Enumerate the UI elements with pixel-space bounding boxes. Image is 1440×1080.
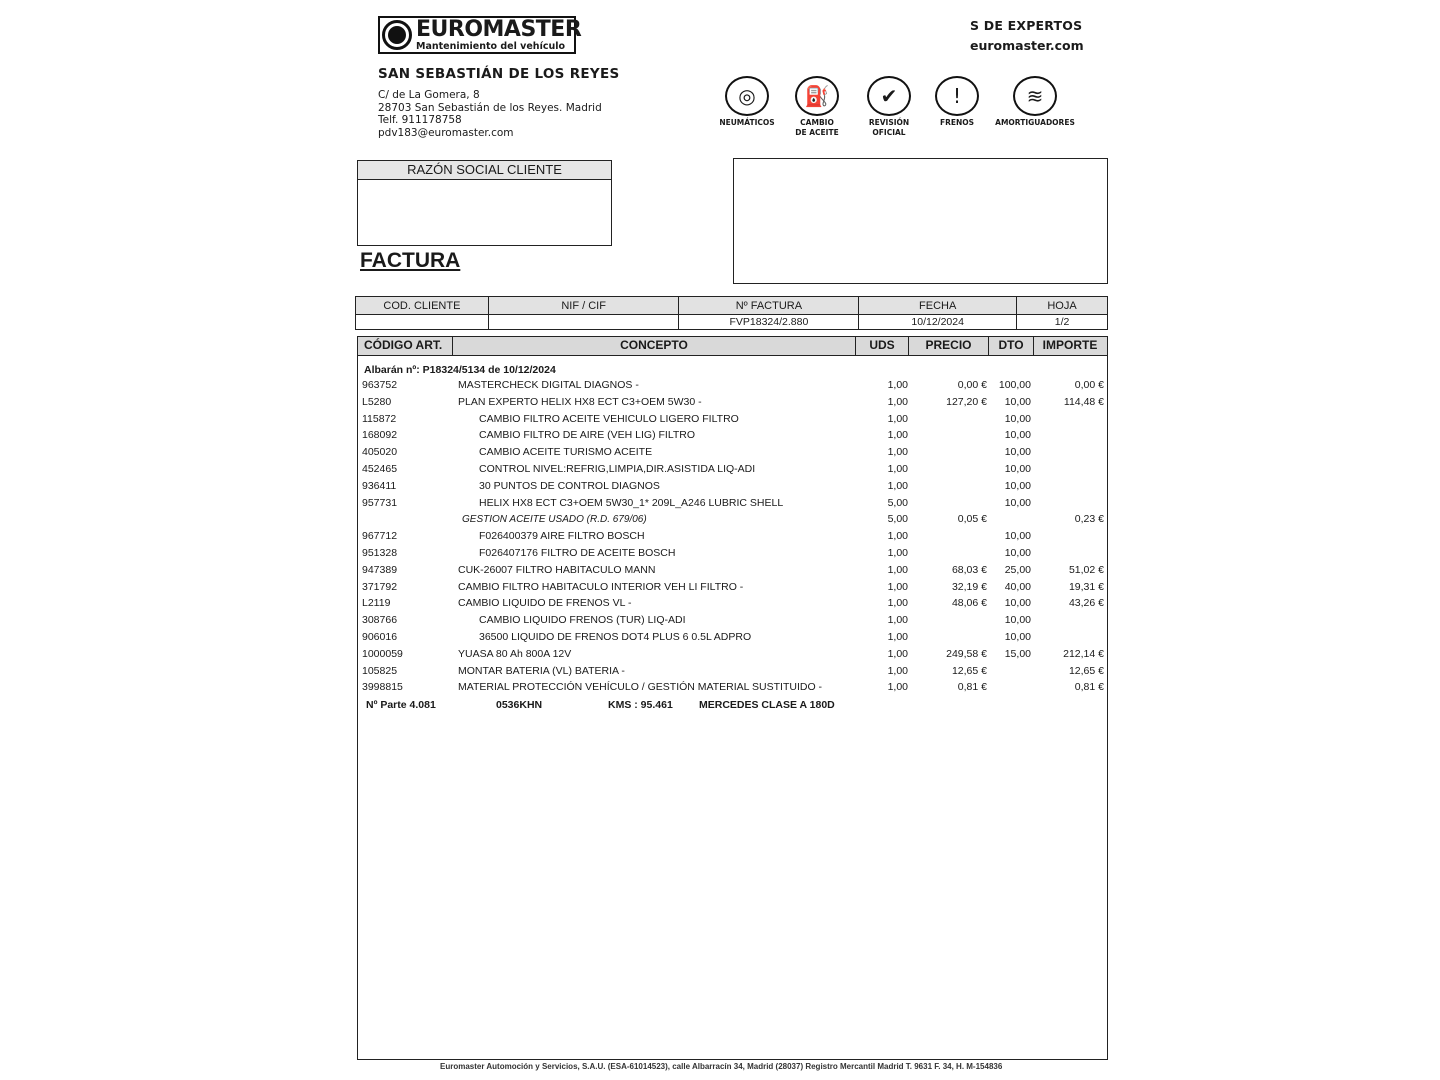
- header-client-code: COD. CLIENTE: [356, 297, 489, 315]
- header-date: FECHA: [859, 297, 1017, 315]
- client-address-box: [733, 158, 1108, 284]
- header-sheet: HOJA: [1017, 297, 1108, 315]
- store-name: SAN SEBASTIÁN DE LOS REYES: [378, 66, 620, 82]
- logo-name: EUROMASTER: [416, 16, 582, 42]
- concept: MASTERCHECK DIGITAL DIAGNOS -: [458, 379, 639, 391]
- line-amount: 43,26 €: [1068, 597, 1104, 610]
- date-value: 10/12/2024: [859, 315, 1017, 330]
- header-invoice-number: Nº FACTURA: [679, 297, 859, 315]
- line-amount: 12,65 €: [1068, 664, 1104, 677]
- table-row: [358, 679, 1107, 696]
- concept: GESTION ACEITE USADO (R.D. 679/06): [462, 514, 647, 526]
- sheet-value: 1/2: [1017, 315, 1108, 330]
- license-plate: 0536KHN: [496, 699, 543, 712]
- delivery-note: Albarán nº: P18324/5134 de 10/12/2024: [364, 364, 556, 376]
- col-uds: UDS: [856, 337, 909, 355]
- shock-absorber-icon: ≋: [1013, 76, 1057, 116]
- units: 1,00: [887, 614, 908, 627]
- col-amount: IMPORTE: [1042, 338, 1098, 352]
- legal-footer: Euromaster Automoción y Servicios, S.A.U. (ESA-61014523), calle Albarracín 34, Madrid (28037) Registro Mercantil Madrid T. 9631 F. 34, H. M-154836: [440, 1062, 1003, 1071]
- logo-tagline: Mantenimiento del vehículo: [416, 40, 566, 52]
- discount: 100,00: [998, 379, 1031, 391]
- brake-icon: !: [935, 76, 979, 116]
- client-title: RAZÓN SOCIAL CLIENTE: [358, 161, 611, 180]
- discount: 10,00: [1004, 614, 1031, 627]
- table-row: [358, 495, 1107, 512]
- concept: CAMBIO FILTRO ACEITE VEHICULO LIGERO FILTRO: [479, 412, 739, 425]
- units: 1,00: [887, 547, 908, 559]
- article-code: 963752: [362, 379, 398, 391]
- units: 1,00: [887, 580, 908, 593]
- services-strip: [712, 76, 1092, 138]
- service-label: REVISIÓN OFICIAL: [868, 118, 910, 137]
- logo-emblem-icon: [382, 20, 412, 50]
- lines-header: [358, 336, 1107, 356]
- line-amount: 114,48 €: [1063, 395, 1104, 408]
- discount: 10,00: [1004, 530, 1031, 543]
- concept: CAMBIO FILTRO HABITACULO INTERIOR VEH LI FILTRO -: [458, 580, 744, 593]
- table-row: [358, 411, 1107, 428]
- table-row: [358, 562, 1107, 579]
- units: 1,00: [887, 563, 908, 576]
- line-amount: 19,31 €: [1068, 580, 1104, 593]
- article-code: 405020: [362, 446, 398, 459]
- concept: CAMBIO ACEITE TURISMO ACEITE: [479, 446, 653, 459]
- concept: CONTROL NIVEL:REFRIG,LIMPIA,DIR.ASISTIDA LIQ-ADI: [479, 463, 756, 475]
- concept: CAMBIO FILTRO DE AIRE (VEH LIG) FILTRO: [479, 429, 696, 442]
- article-code: 168092: [362, 429, 398, 442]
- discount: 25,00: [1004, 563, 1031, 576]
- units: 1,00: [887, 379, 908, 391]
- discount: 10,00: [1004, 631, 1031, 643]
- units: 1,00: [887, 530, 908, 543]
- units: 1,00: [887, 631, 908, 643]
- unit-price: 48,06 €: [951, 597, 987, 610]
- article-code: 951328: [362, 547, 398, 559]
- discount: 10,00: [1004, 463, 1031, 475]
- table-row: [358, 612, 1107, 629]
- units: 1,00: [887, 429, 908, 442]
- discount: 10,00: [1004, 429, 1031, 442]
- units: 1,00: [887, 463, 908, 475]
- discount: 10,00: [1004, 479, 1031, 492]
- article-code: 967712: [362, 530, 398, 543]
- line-amount: 51,02 €: [1068, 563, 1104, 576]
- units: 5,00: [887, 513, 908, 526]
- concept: F026407176 FILTRO DE ACEITE BOSCH: [479, 547, 676, 559]
- concept: CAMBIO LIQUIDO FRENOS (TUR) LIQ-ADI: [479, 614, 686, 627]
- service-label: AMORTIGUADORES: [995, 118, 1075, 127]
- oil-change-icon: ⛽: [795, 76, 839, 116]
- document-title: FACTURA: [360, 249, 461, 272]
- mileage: KMS : 95.461: [608, 699, 673, 712]
- service-brakes: [917, 76, 997, 128]
- table-row: [358, 646, 1107, 663]
- service-oil-change: [777, 76, 857, 138]
- units: 1,00: [887, 681, 908, 694]
- article-code: 947389: [362, 563, 398, 576]
- unit-price: 68,03 €: [951, 563, 987, 576]
- table-row: [358, 629, 1107, 646]
- invoice-info-table: [355, 296, 1108, 330]
- concept: MATERIAL PROTECCIÓN VEHÍCULO / GESTIÓN MATERIAL SUSTITUIDO -: [458, 681, 823, 694]
- units: 1,00: [887, 446, 908, 459]
- concept: 30 PUNTOS DE CONTROL DIAGNOS: [479, 479, 660, 492]
- article-code: 115872: [362, 412, 397, 425]
- units: 1,00: [887, 597, 908, 610]
- discount: 10,00: [1004, 597, 1031, 610]
- table-row: [358, 461, 1107, 478]
- service-label: FRENOS: [939, 118, 975, 127]
- article-code: 957731: [362, 496, 398, 509]
- store-address: [378, 89, 602, 139]
- article-code: L5280: [362, 395, 392, 408]
- nif-value: [488, 315, 679, 330]
- concept: HELIX HX8 ECT C3+OEM 5W30_1* 209L_A246 LUBRIC SHELL: [479, 496, 784, 509]
- line-amount: 212,14 €: [1063, 647, 1104, 660]
- concept: CAMBIO LIQUIDO DE FRENOS VL -: [458, 597, 632, 610]
- service-shocks: [995, 76, 1075, 128]
- service-label: NEUMÁTICOS: [719, 118, 775, 127]
- article-code: 1000059: [362, 647, 403, 660]
- line-amount: 0,23 €: [1074, 513, 1104, 526]
- concept: F026400379 AIRE FILTRO BOSCH: [479, 530, 645, 543]
- article-code: 3998815: [362, 681, 403, 694]
- units: 5,00: [887, 496, 908, 509]
- article-code: 371792: [362, 580, 398, 593]
- address-line-1: C/ de La Gomera, 8: [378, 89, 480, 101]
- store-phone: Telf. 911178758: [378, 114, 462, 126]
- col-dto: DTO: [989, 337, 1034, 355]
- col-price: PRECIO: [909, 337, 989, 355]
- unit-price: 0,81 €: [957, 681, 987, 694]
- work-order-number: Nº Parte 4.081: [366, 699, 436, 712]
- table-row: [358, 663, 1107, 680]
- article-code: 105825: [362, 664, 398, 677]
- line-amount: 0,00 €: [1074, 379, 1104, 391]
- client-code-value: [356, 315, 489, 330]
- discount: 10,00: [1004, 547, 1031, 559]
- discount: 15,00: [1004, 647, 1031, 660]
- units: 1,00: [887, 412, 908, 425]
- euromaster-logo: [378, 16, 582, 54]
- units: 1,00: [887, 395, 908, 408]
- line-amount: 0,81 €: [1074, 681, 1104, 694]
- table-row: [358, 595, 1107, 612]
- unit-price: 32,19 €: [951, 580, 987, 593]
- car-check-icon: ✔: [867, 76, 911, 116]
- unit-price: 249,58 €: [946, 647, 987, 660]
- col-concept: CONCEPTO: [453, 337, 856, 355]
- units: 1,00: [887, 664, 908, 677]
- website: euromaster.com: [970, 38, 1084, 53]
- unit-price: 0,00 €: [957, 379, 987, 391]
- service-label: CAMBIO DE ACEITE: [795, 118, 839, 137]
- unit-price: 0,05 €: [957, 513, 987, 526]
- table-row: [358, 579, 1107, 596]
- invoice-number-value: FVP18324/2.880: [679, 315, 859, 330]
- concept: MONTAR BATERIA (VL) BATERIA -: [458, 664, 625, 677]
- invoice-lines: [357, 336, 1108, 1060]
- col-code: CÓDIGO ART.: [358, 337, 453, 355]
- tire-icon: ◎: [725, 76, 769, 116]
- discount: 10,00: [1004, 496, 1031, 509]
- discount: 40,00: [1004, 580, 1031, 593]
- article-code: L2119: [362, 597, 391, 610]
- table-row: [358, 545, 1107, 562]
- address-line-2: 28703 San Sebastián de los Reyes. Madrid: [378, 101, 602, 114]
- table-row: [358, 478, 1107, 495]
- table-row: [358, 528, 1107, 545]
- table-row: [358, 394, 1107, 411]
- units: 1,00: [887, 479, 908, 492]
- discount: 10,00: [1004, 446, 1031, 459]
- table-row: [358, 511, 1107, 528]
- article-code: 936411: [362, 479, 397, 492]
- units: 1,00: [887, 647, 908, 660]
- client-box: [357, 160, 612, 246]
- table-row: [358, 377, 1107, 394]
- article-code: 308766: [362, 614, 398, 627]
- table-row: [358, 427, 1107, 444]
- vehicle-model: MERCEDES CLASE A 180D: [699, 699, 835, 712]
- article-code: 452465: [362, 463, 398, 475]
- concept: CUK-26007 FILTRO HABITACULO MANN: [458, 563, 656, 576]
- concept: PLAN EXPERTO HELIX HX8 ECT C3+OEM 5W30 -: [458, 395, 702, 408]
- unit-price: 127,20 €: [946, 395, 987, 408]
- service-tires: [707, 76, 787, 128]
- table-row: [358, 444, 1107, 461]
- header-nif: NIF / CIF: [488, 297, 679, 315]
- work-order-line: [358, 697, 1107, 713]
- unit-price: 12,65 €: [951, 664, 987, 677]
- slogan: S DE EXPERTOS: [970, 18, 1083, 33]
- discount: 10,00: [1004, 412, 1031, 425]
- discount: 10,00: [1004, 395, 1031, 408]
- concept: YUASA 80 Ah 800A 12V: [458, 647, 572, 660]
- article-code: 906016: [362, 631, 398, 643]
- store-email: pdv183@euromaster.com: [378, 126, 514, 139]
- concept: 36500 LIQUIDO DE FRENOS DOT4 PLUS 6 0.5L ADPRO: [479, 631, 752, 643]
